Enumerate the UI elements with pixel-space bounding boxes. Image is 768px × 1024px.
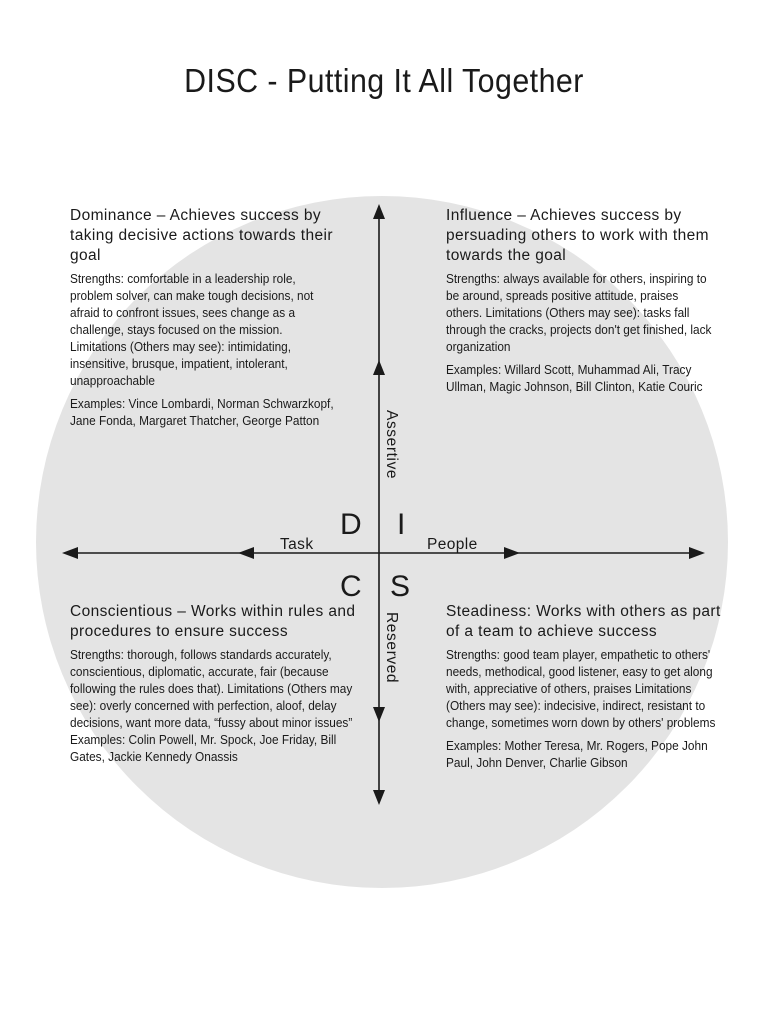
conscientious-heading: Conscientious – Works within rules and procedures to ensure success [70, 603, 356, 640]
influence-examples: Examples: Willard Scott, Muhammad Ali, Tracy Ullman, Magic Johnson, Bill Clinton, Katie Couric [446, 363, 703, 394]
steadiness-description: Strengths: good team player, empathetic to others' needs, methodical, good listener, easy to get along with, appreciative of others, praises Limitations (Others may see): indecisive, indirect, resistant to change, sometimes worn down by others' problems [446, 648, 716, 730]
dominance-examples: Examples: Vince Lombardi, Norman Schwarzkopf, Jane Fonda, Margaret Thatcher, George Patton [70, 397, 334, 428]
steadiness-heading: Steadiness: Works with others as part of a team to achieve success [446, 603, 721, 640]
axis-label-reserved: Reserved [383, 612, 400, 684]
conscientious-examples: Examples: Colin Powell, Mr. Spock, Joe Friday, Bill Gates, Jackie Kennedy Onassis [70, 733, 337, 764]
axis-label-task: Task [280, 536, 314, 553]
quadrant-steadiness [446, 602, 728, 772]
influence-description: Strengths: always available for others, inspiring to be around, spreads positive attitude, praises others. Limitations (Others may see): tasks fall through the cracks, projects don't get finished, lack organization [446, 272, 712, 354]
letter-i: I [397, 508, 406, 541]
letter-s: S [390, 570, 411, 603]
page-title: DISC - Putting It All Together [184, 62, 584, 99]
influence-heading: Influence – Achieves success by persuading others to work with them towards the goal [446, 207, 709, 264]
steadiness-examples: Examples: Mother Teresa, Mr. Rogers, Pope John Paul, John Denver, Charlie Gibson [446, 739, 708, 770]
dominance-description: Strengths: comfortable in a leadership role, problem solver, can make tough decisions, not afraid to confront issues, sees change as a challenge, stays focused on the mission. Limitations (Others may see): intimidating, insensitive, brusque, impatient, intolerant, unapproachable [70, 272, 314, 388]
axis-label-assertive: Assertive [383, 410, 400, 480]
letter-d: D [340, 508, 362, 541]
quadrant-influence [446, 206, 716, 396]
dominance-heading: Dominance – Achieves success by taking decisive actions towards their goal [70, 207, 333, 264]
quadrant-dominance [70, 206, 340, 430]
quadrant-conscientious [70, 602, 370, 766]
letter-c: C [340, 570, 362, 603]
conscientious-description: Strengths: thorough, follows standards accurately, conscientious, diplomatic, accurate, fair (because following the rules does that). Limitations (Others may see): overly concerned with perfection, aloof, delay decisions, want more data, “fussy about minor issues” [70, 648, 353, 730]
axis-label-people: People [427, 536, 478, 553]
